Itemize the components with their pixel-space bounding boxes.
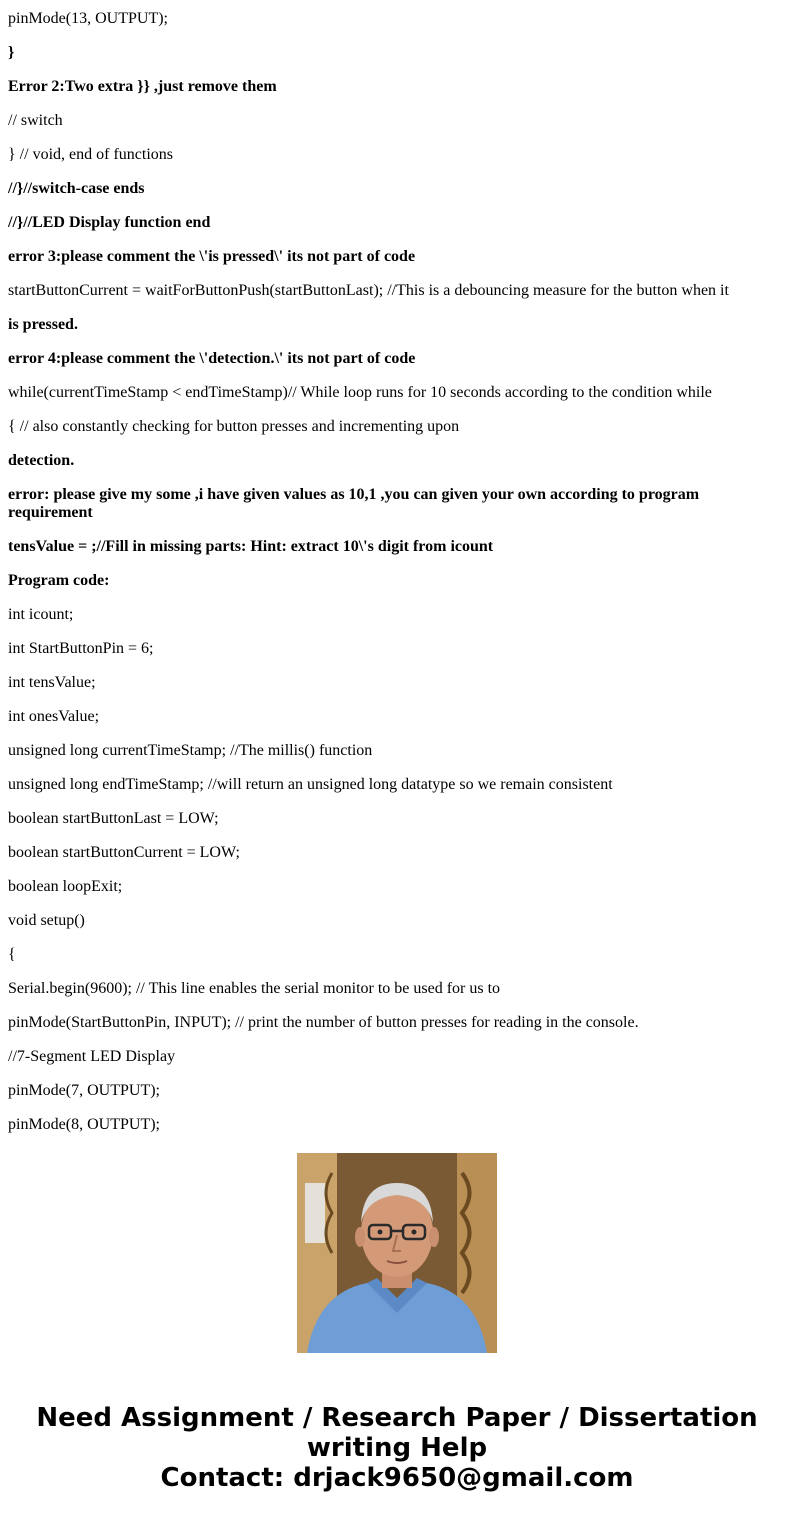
document-line: boolean startButtonLast = LOW; [8, 810, 219, 827]
document-line: startButtonCurrent = waitForButtonPush(startButtonLast); //This is a debouncing measure for the button when it [8, 282, 729, 299]
document-line: //}//LED Display function end [8, 214, 211, 231]
document-line: Serial.begin(9600); // This line enables the serial monitor to be used for us to [8, 980, 501, 997]
document-line: detection. [8, 452, 75, 469]
document-line: void setup() [8, 912, 85, 929]
document-line: { [8, 946, 16, 963]
document-line: pinMode(7, OUTPUT); [8, 1082, 160, 1099]
footer-promo [0, 1403, 794, 1493]
document-line: Error 2:Two extra }} ,just remove them [8, 78, 277, 95]
document-line: is pressed. [8, 316, 78, 333]
document-line: //7-Segment LED Display [8, 1048, 176, 1065]
document-line: boolean startButtonCurrent = LOW; [8, 844, 240, 861]
document-line: pinMode(13, OUTPUT); [8, 10, 168, 27]
document-line: int StartButtonPin = 6; [8, 640, 154, 657]
document-line: } [8, 44, 15, 61]
document-line: //}//switch-case ends [8, 180, 145, 197]
document-line: int onesValue; [8, 708, 100, 725]
document-line: } // void, end of functions [8, 146, 173, 163]
document-line: { // also constantly checking for button presses and incrementing upon [8, 418, 460, 435]
document-line: // switch [8, 112, 63, 129]
document-content [8, 0, 778, 1133]
document-line: int icount; [8, 606, 74, 623]
document-line: unsigned long endTimeStamp; //will return an unsigned long datatype so we remain consistent [8, 776, 613, 793]
document-line: error: please give my some ,i have given values as 10,1 ,you can given your own according to program requirement [8, 486, 700, 521]
document-line: tensValue = ;//Fill in missing parts: Hint: extract 10\'s digit from icount [8, 538, 494, 555]
author-photo-icon [297, 1153, 497, 1353]
document-line: Program code: [8, 572, 110, 589]
document-line: pinMode(8, OUTPUT); [8, 1116, 160, 1133]
document-line: int tensValue; [8, 674, 96, 691]
document-line: error 3:please comment the \'is pressed\' its not part of code [8, 248, 416, 265]
document-line: boolean loopExit; [8, 878, 123, 895]
document-line: pinMode(StartButtonPin, INPUT); // print the number of button presses for reading in the console. [8, 1014, 639, 1031]
footer-contact-text: Contact: drjack9650@gmail.com [160, 1463, 634, 1493]
footer-help-text: Need Assignment / Research Paper / Dissertation writing Help [36, 1403, 758, 1463]
document-line: error 4:please comment the \'detection.\' its not part of code [8, 350, 416, 367]
document-line: unsigned long currentTimeStamp; //The millis() function [8, 742, 373, 759]
document-line: while(currentTimeStamp < endTimeStamp)// While loop runs for 10 seconds according to the condition while [8, 384, 712, 401]
